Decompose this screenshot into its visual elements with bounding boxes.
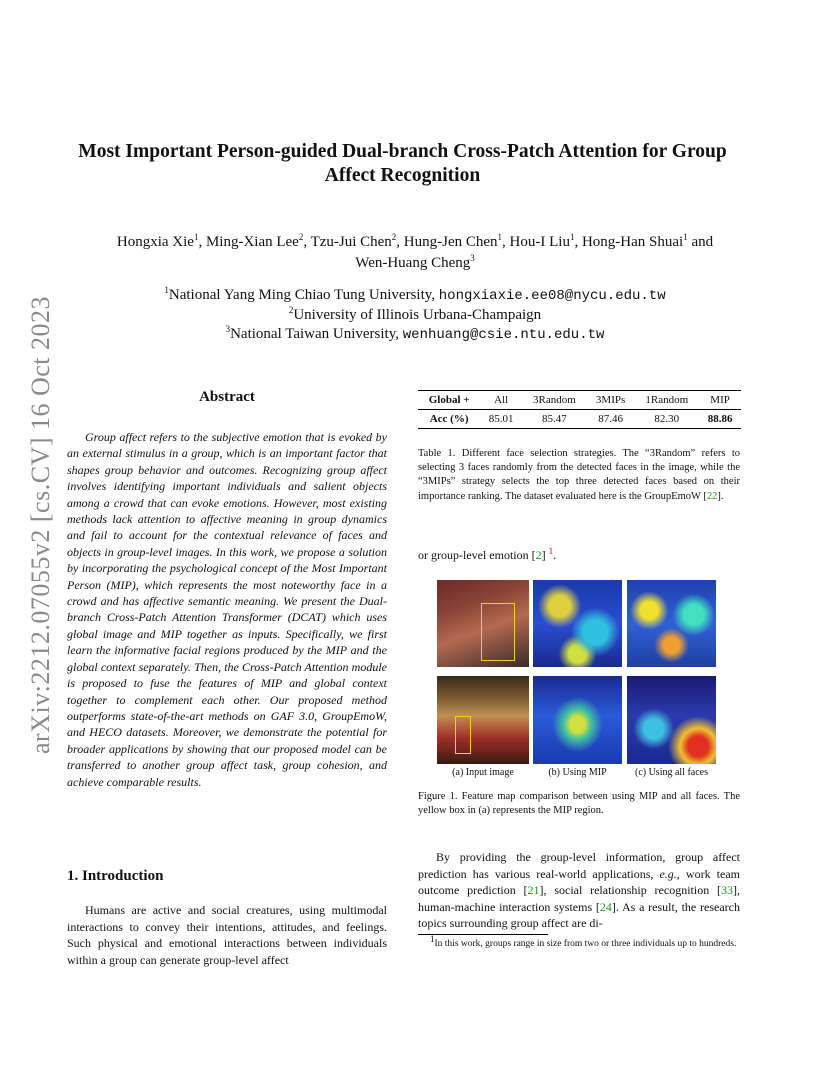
affiliations <box>70 286 760 345</box>
table-header-cell: Global + <box>418 391 480 410</box>
introduction-paragraph: Humans are active and social creatures, using multimodal interactions to convey their intentions, attitudes, and feelings. Such physical and emotional interactions between individuals within a group can generate group-level affect <box>67 903 387 967</box>
figure1-caption: Figure 1. Feature map comparison between using MIP and all faces. The yellow box in (a) represents the MIP region. <box>418 791 740 817</box>
author: Tzu-Jui Chen <box>310 234 392 250</box>
author: Hung-Jen Chen <box>403 234 498 250</box>
section-heading-introduction: 1. Introduction <box>67 868 164 884</box>
table-header-cell: 3MIPs <box>587 391 635 410</box>
citation-link[interactable]: 22 <box>706 490 718 502</box>
heatmap-using-mip <box>533 580 622 667</box>
subfigure-label: (b) Using MIP <box>548 767 607 778</box>
mip-region-box <box>455 716 471 754</box>
citation-link[interactable]: 21 <box>527 883 540 898</box>
author: Wen-Huang Cheng <box>355 255 471 271</box>
mip-region-box <box>481 603 515 661</box>
affiliation: $^2$University of Illinois Urbana-Champaign <box>288 305 542 323</box>
input-image-choir <box>437 676 529 764</box>
table-header-cell: All <box>480 391 522 410</box>
abstract-heading: Abstract <box>199 389 255 405</box>
arxiv-identifier: arXiv:2212.07055v2 [cs.CV] 16 Oct 2023 <box>26 295 55 755</box>
affiliation: $^3$National Taiwan University, wenhuang@csie.ntu.edu.tw <box>225 324 605 343</box>
table-header-cell: MIP <box>699 391 741 410</box>
table-cell: 87.46 <box>587 410 635 429</box>
heatmap-using-all-faces <box>627 676 716 764</box>
table-row-label: Acc (%) <box>418 410 480 429</box>
subfigure-label: (a) Input image <box>452 767 514 778</box>
citation-link[interactable]: 2 <box>535 548 542 562</box>
table-cell: 85.47 <box>522 410 587 429</box>
author: Ming-Xian Lee <box>205 234 299 250</box>
table-header-cell: 1Random <box>634 391 699 410</box>
heatmap-using-mip <box>533 676 622 764</box>
citation-link[interactable]: 24 <box>599 899 612 914</box>
abstract-body: Group affect refers to the subjective emotion that is evoked by an external stimulus in a group, which is an important factor that shapes group behavior and outcomes. Recognizing group affect involves identifying important individuals and salient objects among a crowd that can evoke emotions. However, most existing methods lack attention to affective meaning in group dynamics and fail to account for the contextual relevance of faces and objects in group-level images. In this work, we propose a solution by incorporating the psychological concept of the Most Important Person (MIP), which represents the most noteworthy face in a crowd and has affective semantic meaning. We present the Dual-branch Cross-Patch Attention Transformer (DCAT) which uses global image and MIP together as inputs. Specifically, we first learn the informative facial regions produced by the MIP and the global context separately. Then, the Cross-Patch Attention module is proposed to fuse the features of MIP and global context together to complement each other. Our proposed method outperforms state-of-the-art methods on GAF 3.0, GroupEmoW, and HECO datasets. Moreover, we demonstrate the potential for broader applications by showing that our proposed model can be transferred to another group affect task, group cohesion, and achieve comparable results. <box>67 430 387 789</box>
table-header-row <box>418 391 741 410</box>
citation-link[interactable]: 33 <box>721 883 733 898</box>
subfigure-label: (c) Using all faces <box>634 767 709 778</box>
table-cell-best: 88.86 <box>699 410 741 429</box>
heatmap-using-all-faces <box>627 580 716 667</box>
author: Hongxia Xie <box>116 234 194 250</box>
table-cell: 82.30 <box>634 410 699 429</box>
footnote: $^1$In this work, groups range in size from two or three individuals up to hundreds. <box>430 933 737 949</box>
table-row <box>418 410 741 429</box>
table1-caption: Table 1. Different face selection strategies. The “3Random” refers to selecting 3 faces randomly from the detected faces in the image, while the “3MIPs” strategy selects the top three detected faces based on their importance ranking. The dataset evaluated here is the GroupEmoW [22]. <box>418 448 740 502</box>
continued-text: or group-level emotion [2] $^1$. <box>418 546 557 562</box>
body-paragraph: By providing the group-level information, group affect prediction has various real-world applications, e.g., work team outcome prediction [21], social relationship recognition [33], human-machine interaction systems [24]. As a result, the research topics surrounding group affect are di- <box>418 850 740 931</box>
author: Hong-Han Shuai <box>581 234 684 250</box>
footnote-marker[interactable]: 1 <box>548 546 554 556</box>
table-header-cell: 3Random <box>522 391 587 410</box>
footnote-divider <box>418 934 548 935</box>
author: Hou-I Liu <box>509 234 570 250</box>
email-link[interactable]: hongxiaxie.ee08@nycu.edu.tw <box>438 288 666 304</box>
results-table <box>418 390 741 429</box>
table-cell: 85.01 <box>480 410 522 429</box>
author-list: Hongxia Xie$^1$, Ming-Xian Lee$^2$, Tzu-Jui Chen$^2$, Hung-Jen Chen$^1$, Hou-I Liu$^1$, Hong-Han Shuai$^1$ and Wen-Huang Cheng$^3$ <box>116 232 714 271</box>
affiliation: $^1$National Yang Ming Chiao Tung University, hongxiaxie.ee08@nycu.edu.tw <box>164 285 666 304</box>
paper-title: Most Important Person-guided Dual-branch Cross-Patch Attention for Group Affect Recognition <box>78 141 727 186</box>
email-link[interactable]: wenhuang@csie.ntu.edu.tw <box>402 327 605 343</box>
